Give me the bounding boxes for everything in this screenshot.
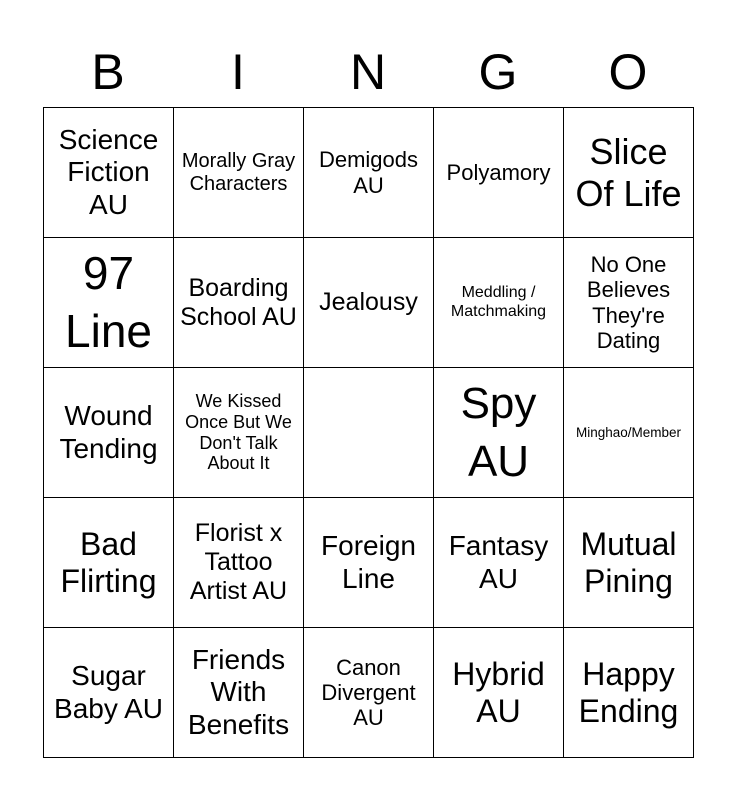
cell-text: Wound Tending xyxy=(59,400,158,464)
cell-text: Boarding School AU xyxy=(180,273,297,331)
bingo-cell-r5c5[interactable] xyxy=(564,628,694,758)
bingo-cell-r2c2[interactable] xyxy=(174,238,304,368)
cell-text: Jealousy xyxy=(319,288,418,317)
cell-text: Fantasy AU xyxy=(448,530,549,594)
cell-text: Canon Divergent AU xyxy=(321,654,416,731)
bingo-header xyxy=(43,40,693,104)
bingo-cell-r2c1[interactable] xyxy=(44,238,174,368)
cell-text: Bad Flirting xyxy=(60,525,157,599)
bingo-cell-r1c5[interactable] xyxy=(564,108,694,238)
header-letter-b: B xyxy=(91,44,125,100)
bingo-cell-r3c2[interactable] xyxy=(174,368,304,498)
bingo-cell-r5c2[interactable] xyxy=(174,628,304,758)
bingo-cell-r5c4[interactable] xyxy=(434,628,564,758)
cell-text: Demigods AU xyxy=(318,147,419,198)
bingo-cell-r5c1[interactable] xyxy=(44,628,174,758)
cell-text: Meddling / Matchmaking xyxy=(450,284,547,320)
cell-text: Sugar Baby AU xyxy=(54,660,163,724)
bingo-cell-r4c2[interactable] xyxy=(174,498,304,628)
bingo-cell-r3c4[interactable] xyxy=(434,368,564,498)
bingo-cell-r3c1[interactable] xyxy=(44,368,174,498)
bingo-cell-r4c1[interactable] xyxy=(44,498,174,628)
bingo-cell-r2c3[interactable] xyxy=(304,238,434,368)
cell-text: Happy Ending xyxy=(578,655,679,729)
cell-text: Slice Of Life xyxy=(575,131,682,214)
bingo-cell-r2c5[interactable] xyxy=(564,238,694,368)
cell-text: Science Fiction AU xyxy=(58,124,159,220)
bingo-cell-r1c2[interactable] xyxy=(174,108,304,238)
bingo-cell-r4c4[interactable] xyxy=(434,498,564,628)
cell-text: 97 Line xyxy=(65,247,152,357)
header-letter-n: N xyxy=(349,44,387,100)
cell-text: Spy AU xyxy=(460,379,537,486)
bingo-cell-r3c3[interactable] xyxy=(304,368,434,498)
bingo-cell-r5c3[interactable] xyxy=(304,628,434,758)
cell-text: Morally Gray Characters xyxy=(181,149,296,195)
bingo-cell-r4c5[interactable] xyxy=(564,498,694,628)
cell-text: Friends With Benefits xyxy=(187,644,290,740)
header-letter-g: G xyxy=(478,44,518,100)
cell-text: Mutual Pining xyxy=(580,525,677,599)
cell-text: We Kissed Once But We Don't Talk About It xyxy=(185,391,292,474)
bingo-cell-r1c4[interactable] xyxy=(434,108,564,238)
cell-text: Polyamory xyxy=(446,159,551,185)
cell-text: Minghao/Member xyxy=(575,424,682,440)
bingo-cell-r1c1[interactable] xyxy=(44,108,174,238)
bingo-cell-r4c3[interactable] xyxy=(304,498,434,628)
header-letter-i: I xyxy=(231,44,245,100)
bingo-cell-r3c5[interactable] xyxy=(564,368,694,498)
cell-text: Florist x Tattoo Artist AU xyxy=(189,519,288,605)
header-letter-o: O xyxy=(608,44,648,100)
cell-text: Foreign Line xyxy=(321,530,416,594)
cell-text: Hybrid AU xyxy=(452,655,545,729)
bingo-board xyxy=(43,107,694,758)
bingo-cell-r1c3[interactable] xyxy=(304,108,434,238)
bingo-cell-r2c4[interactable] xyxy=(434,238,564,368)
cell-text: No One Believes They're Dating xyxy=(586,251,671,353)
